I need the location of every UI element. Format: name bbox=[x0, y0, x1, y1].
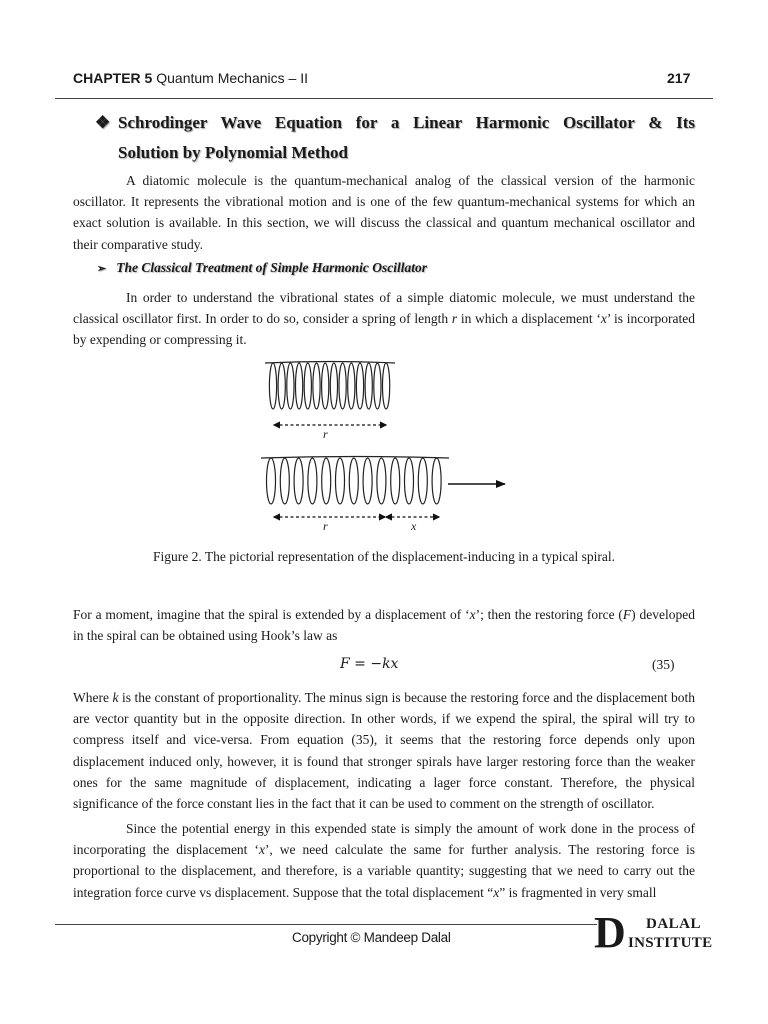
equation-number: (35) bbox=[652, 657, 675, 672]
text-run: ) developed in the spiral can be obtained using Hook’s law as bbox=[73, 607, 695, 644]
text-run: is the constant of proportionality. The minus sign is because the restoring force and the displacement both are vector quantity but in the opposite direction. In other words, if we expend the spiral, the spiral will try to compress itself and vice-versa. From equation (35), it seems that the restoring force depends only upon displacement induced only, however, it is found that stronger spirals have larger restoring force than the weaker ones for the same magnitude of displacement, indicating a lager force constant. Therefore, the physical significance of the force constant lies in the fact that it can be used to comment on the strength of oscillator. bbox=[73, 690, 695, 812]
var-x: x bbox=[469, 607, 476, 622]
text-run: ” is fragmented in very small bbox=[499, 884, 657, 900]
figure-caption: Figure 2. The pictorial representation of the displacement-inducing in a typical spiral. bbox=[153, 549, 615, 564]
spring-diagram-icon bbox=[255, 355, 515, 540]
spring-figure bbox=[255, 355, 515, 540]
running-header bbox=[73, 70, 308, 86]
var-x: x bbox=[600, 311, 607, 327]
page-number: 217 bbox=[667, 70, 691, 86]
var-x: x bbox=[258, 842, 265, 858]
arrow-bullet-icon: ➢ bbox=[97, 263, 107, 275]
text-run: in which a displacement ‘ bbox=[457, 311, 601, 327]
subheading bbox=[97, 260, 427, 276]
logo-letter-icon: D bbox=[594, 908, 626, 957]
text-run: ’; then the restoring force ( bbox=[475, 607, 623, 622]
dalal-institute-logo bbox=[594, 908, 719, 957]
label-r-top: r bbox=[323, 427, 328, 441]
chapter-label: CHAPTER 5 bbox=[73, 70, 153, 86]
potential-energy-paragraph bbox=[73, 818, 695, 903]
var-x: x bbox=[493, 884, 500, 900]
text-run: Since the potential energy in this expended state is simply the amount of work done in the process of incorporating the displacement ‘ bbox=[73, 821, 695, 858]
var-f: F bbox=[622, 607, 632, 622]
proportionality-paragraph bbox=[73, 687, 695, 814]
var-k: k bbox=[112, 690, 119, 705]
intro-paragraph: A diatomic molecule is the quantum-mechanical analog of the classical version of the harmonic oscillator. It represents the vibrational motion and is one of the few quantum-mechanical systems for which an exact solution is available. In this section, we will discuss the classical and quantum mechanical oscillator and their comparative study. bbox=[73, 173, 695, 252]
section-title-line2: Solution by Polynomial Method bbox=[118, 143, 349, 162]
label-x: x bbox=[411, 519, 417, 533]
diamond-bullet-icon: ❖ bbox=[95, 113, 111, 132]
footer-divider bbox=[55, 924, 597, 925]
equation-35: F = −kx bbox=[340, 656, 399, 672]
text-run: ’ is incorporated by expending or compressing it. bbox=[73, 311, 695, 348]
label-r-bottom: r bbox=[323, 519, 328, 533]
copyright-text: Copyright © Mandeep Dalal bbox=[292, 930, 451, 945]
subheading-text: The Classical Treatment of Simple Harmonic Oscillator bbox=[116, 260, 427, 275]
classical-paragraph bbox=[73, 287, 695, 351]
var-r: r bbox=[451, 311, 458, 327]
hooke-paragraph bbox=[73, 604, 695, 646]
text-run: For a moment, imagine that the spiral is extended by a displacement of ‘ bbox=[73, 607, 470, 622]
chapter-title: Quantum Mechanics – II bbox=[156, 70, 308, 86]
text-run: Where bbox=[73, 690, 113, 705]
logo-line2: INSTITUTE bbox=[628, 935, 713, 951]
text-run: ’, we need calculate the same for further analysis. The restoring force is proportional to the displacement, and therefore, is a variable quantity; suggesting that we need to carry out the integration force curve vs displacement. Suppose that the total displacement “ bbox=[73, 842, 695, 900]
header-divider bbox=[55, 98, 713, 99]
logo-line1: DALAL bbox=[646, 916, 702, 932]
section-title-line1: Schrodinger Wave Equation for a Linear Harmonic Oscillator & Its bbox=[118, 113, 695, 132]
text-run: In order to understand the vibrational states of a simple diatomic molecule, we must understand the classical oscillator first. In order to do so, consider a spring of length bbox=[73, 290, 695, 327]
